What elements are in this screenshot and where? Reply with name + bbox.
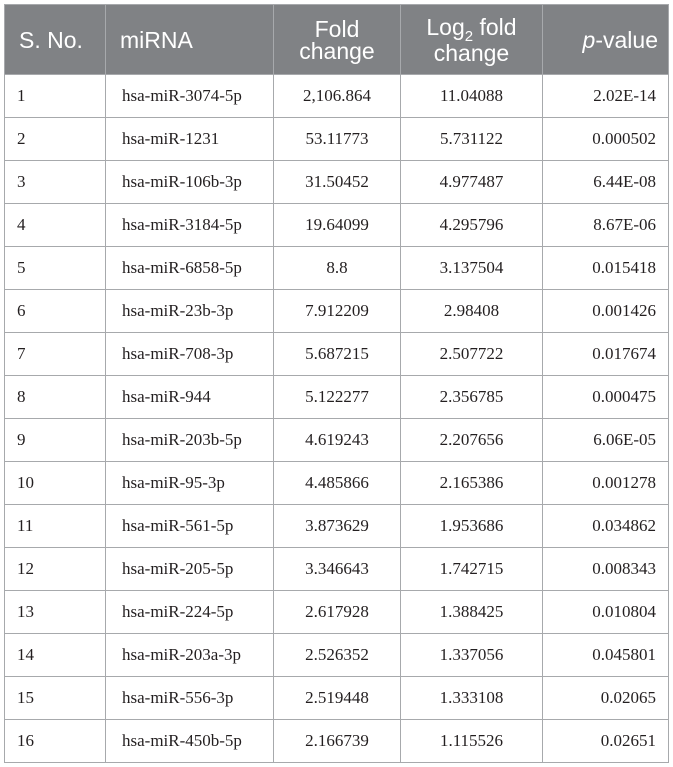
cell-fold-change: 2.166739	[274, 720, 401, 763]
header-sno: S. No.	[5, 5, 106, 75]
table-row	[5, 720, 669, 763]
cell-p-value: 0.045801	[543, 634, 669, 677]
mirna-table	[4, 4, 669, 763]
cell-mirna: hsa-miR-205-5p	[106, 548, 274, 591]
cell-log2-fold-change: 2.207656	[401, 419, 543, 462]
cell-fold-change: 8.8	[274, 247, 401, 290]
cell-p-value: 0.02651	[543, 720, 669, 763]
cell-fold-change: 5.122277	[274, 376, 401, 419]
table-row	[5, 204, 669, 247]
cell-p-value: 0.02065	[543, 677, 669, 720]
cell-fold-change: 2.519448	[274, 677, 401, 720]
cell-log2-fold-change: 4.977487	[401, 161, 543, 204]
table-row	[5, 376, 669, 419]
table-row	[5, 462, 669, 505]
cell-mirna: hsa-miR-3074-5p	[106, 75, 274, 118]
cell-sno: 16	[5, 720, 106, 763]
cell-mirna: hsa-miR-708-3p	[106, 333, 274, 376]
cell-log2-fold-change: 2.507722	[401, 333, 543, 376]
cell-log2-fold-change: 2.98408	[401, 290, 543, 333]
cell-sno: 9	[5, 419, 106, 462]
cell-fold-change: 53.11773	[274, 118, 401, 161]
cell-mirna: hsa-miR-203a-3p	[106, 634, 274, 677]
cell-log2-fold-change: 2.356785	[401, 376, 543, 419]
cell-p-value: 0.010804	[543, 591, 669, 634]
table-row	[5, 677, 669, 720]
cell-sno: 6	[5, 290, 106, 333]
cell-fold-change: 5.687215	[274, 333, 401, 376]
cell-p-value: 6.44E-08	[543, 161, 669, 204]
cell-sno: 12	[5, 548, 106, 591]
cell-p-value: 0.000475	[543, 376, 669, 419]
cell-sno: 13	[5, 591, 106, 634]
cell-fold-change: 2.617928	[274, 591, 401, 634]
table-row	[5, 634, 669, 677]
cell-sno: 14	[5, 634, 106, 677]
cell-mirna: hsa-miR-6858-5p	[106, 247, 274, 290]
cell-p-value: 0.017674	[543, 333, 669, 376]
cell-mirna: hsa-miR-203b-5p	[106, 419, 274, 462]
cell-sno: 5	[5, 247, 106, 290]
cell-mirna: hsa-miR-1231	[106, 118, 274, 161]
cell-fold-change: 4.485866	[274, 462, 401, 505]
header-p-italic: p	[582, 26, 596, 53]
table-row	[5, 505, 669, 548]
table-body	[5, 75, 669, 763]
header-log2-fold-change	[401, 5, 543, 75]
cell-sno: 8	[5, 376, 106, 419]
header-log-prefix: Log	[426, 13, 465, 40]
cell-sno: 4	[5, 204, 106, 247]
cell-log2-fold-change: 5.731122	[401, 118, 543, 161]
cell-mirna: hsa-miR-106b-3p	[106, 161, 274, 204]
cell-fold-change: 3.346643	[274, 548, 401, 591]
table-row	[5, 247, 669, 290]
cell-log2-fold-change: 4.295796	[401, 204, 543, 247]
cell-fold-change: 7.912209	[274, 290, 401, 333]
cell-mirna: hsa-miR-556-3p	[106, 677, 274, 720]
cell-mirna: hsa-miR-450b-5p	[106, 720, 274, 763]
table-row	[5, 419, 669, 462]
header-p-suffix: -value	[595, 26, 658, 53]
cell-fold-change: 19.64099	[274, 204, 401, 247]
table-row	[5, 118, 669, 161]
table-row	[5, 161, 669, 204]
cell-fold-change: 3.873629	[274, 505, 401, 548]
cell-sno: 15	[5, 677, 106, 720]
cell-mirna: hsa-miR-561-5p	[106, 505, 274, 548]
cell-p-value: 0.008343	[543, 548, 669, 591]
cell-p-value: 0.001426	[543, 290, 669, 333]
table-row	[5, 333, 669, 376]
cell-log2-fold-change: 11.04088	[401, 75, 543, 118]
cell-p-value: 8.67E-06	[543, 204, 669, 247]
cell-p-value: 0.000502	[543, 118, 669, 161]
table-row	[5, 75, 669, 118]
cell-mirna: hsa-miR-224-5p	[106, 591, 274, 634]
cell-log2-fold-change: 1.115526	[401, 720, 543, 763]
cell-log2-fold-change: 1.337056	[401, 634, 543, 677]
cell-mirna: hsa-miR-3184-5p	[106, 204, 274, 247]
header-mirna: miRNA	[106, 5, 274, 75]
table-row	[5, 591, 669, 634]
cell-log2-fold-change: 3.137504	[401, 247, 543, 290]
header-row	[5, 5, 669, 75]
cell-sno: 10	[5, 462, 106, 505]
header-log-subscript: 2	[464, 27, 474, 45]
cell-fold-change: 2,106.864	[274, 75, 401, 118]
header-fold-change: Fold change	[274, 5, 401, 75]
cell-mirna: hsa-miR-23b-3p	[106, 290, 274, 333]
cell-sno: 3	[5, 161, 106, 204]
table-row	[5, 548, 669, 591]
cell-log2-fold-change: 1.742715	[401, 548, 543, 591]
cell-sno: 1	[5, 75, 106, 118]
header-p-value	[543, 5, 669, 75]
cell-sno: 7	[5, 333, 106, 376]
cell-log2-fold-change: 1.388425	[401, 591, 543, 634]
cell-log2-fold-change: 1.333108	[401, 677, 543, 720]
cell-p-value: 2.02E-14	[543, 75, 669, 118]
header-log-suffix: fold change	[433, 13, 517, 66]
cell-mirna: hsa-miR-95-3p	[106, 462, 274, 505]
cell-fold-change: 4.619243	[274, 419, 401, 462]
table-row	[5, 290, 669, 333]
cell-sno: 11	[5, 505, 106, 548]
cell-sno: 2	[5, 118, 106, 161]
cell-log2-fold-change: 1.953686	[401, 505, 543, 548]
cell-p-value: 6.06E-05	[543, 419, 669, 462]
cell-p-value: 0.001278	[543, 462, 669, 505]
cell-p-value: 0.034862	[543, 505, 669, 548]
cell-log2-fold-change: 2.165386	[401, 462, 543, 505]
cell-mirna: hsa-miR-944	[106, 376, 274, 419]
cell-p-value: 0.015418	[543, 247, 669, 290]
cell-fold-change: 2.526352	[274, 634, 401, 677]
cell-fold-change: 31.50452	[274, 161, 401, 204]
